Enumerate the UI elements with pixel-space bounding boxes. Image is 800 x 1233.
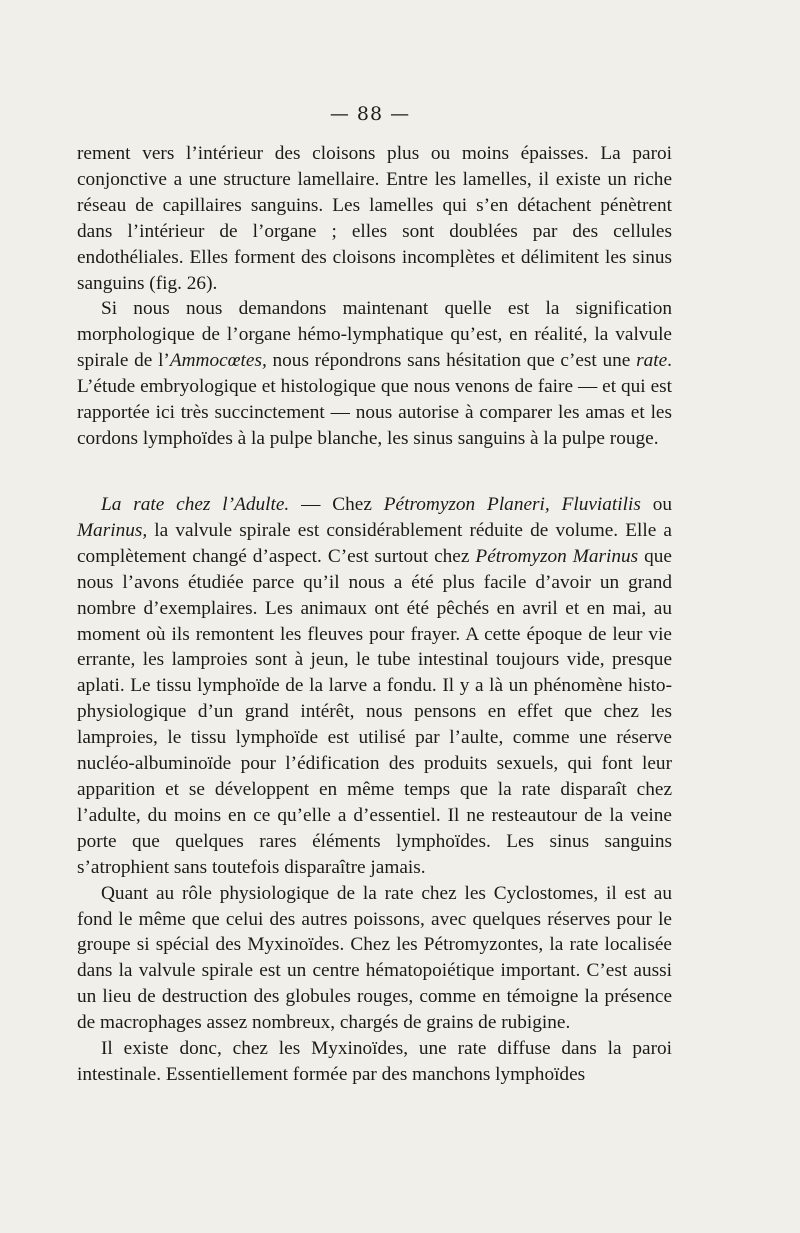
section-title: La rate chez l’Adulte. xyxy=(101,494,290,515)
species-marinus: Marinus, xyxy=(77,519,148,541)
text-block-top xyxy=(77,141,672,452)
paragraph-3-text-b: que nous l’avons étudiée parce qu’il nous a été plus facile d’avoir un grand nombre d’exemplaires. Les animaux ont été pêchés en avril et en mai, au moment où ils remontent les fleuves pour frayer. A cette époque de leur vie errante, les lamproies sont à jeun, le tube intestinal toujours vide, presque aplati. Le tissu lymphoïde de la larve a fondu. Il y a là un phénomène histo-physiologique d’un grand intérêt, nous pensons en effet que chez les lamproies, le tissu lymphoïde est utilisé par l’aulte, comme une réserve nucléo-albuminoïde pour l’édification des produits sexuels, qui font leur apparition et se développent en même temps que la rate disparaît chez l’adulte, du moins en ce qu’elle a d’essentiel. Il ne resteautour de la veine porte que quelques rares éléments lymphoïdes. Les sinus sanguins s’atrophient sans toutefois disparaître jamais. xyxy=(77,545,672,878)
paragraph-3 xyxy=(77,492,672,881)
ammocoetes-term: Ammocœtes, xyxy=(169,350,267,372)
paragraph-2-text-b: nous répondrons sans hésitation que c’est une xyxy=(266,350,637,372)
rate-term: rate xyxy=(636,350,668,372)
paragraph-2-text-a: Si nous nous demandons maintenant quelle est la signification morphologique de l’organe hémo-lymphatique qu’est, en réalité, la valvule spirale de l’ xyxy=(77,298,672,372)
paragraph-3-ou: ou xyxy=(640,494,673,515)
text-block-bottom xyxy=(77,492,672,1088)
species-names: Pétromyzon Planeri, Fluviatilis xyxy=(383,494,641,515)
paragraph-3-dash: — Chez xyxy=(289,494,384,515)
paragraph-3-text-a: la valvule spirale est considérablement réduite de volume. Elle a complètement changé d’aspect. C’est surtout chez xyxy=(77,519,672,567)
page-number: — 88 — xyxy=(329,103,411,125)
paragraph-2-text-c: . L’étude embryologique et histologique que nous venons de faire — et qui est rapportée ici très succinctement — nous autorise à comparer les amas et les cordons lymphoïdes à la pulpe blanche, les sinus sanguins à la pulpe rouge. xyxy=(77,350,672,449)
paragraph-2 xyxy=(77,296,672,451)
paragraph-4: Quant au rôle physiologique de la rate chez les Cyclostomes, il est au fond le même que celui des autres poissons, avec quelques réserves pour le groupe si spécial des Myxinoïdes. Chez les Pétromyzontes, la rate localisée dans la valvule spirale est un centre hématopoiétique important. C’est aussi un lieu de destruction des globules rouges, comme en témoigne la présence de macrophages assez nombreux, chargés de grains de rubigine. xyxy=(77,882,672,1034)
paragraph-1: rement vers l’intérieur des cloisons plus ou moins épaisses. La paroi conjonctive a une structure lamellaire. Entre les lamelles, il existe un riche réseau de capillaires sanguins. Les lamelles qui s’en détachent pénètrent dans l’intérieur de l’organe ; elles sont doublées par des cellules endothéliales. Elles forment des cloisons incomplètes et délimitent les sinus sanguins (fig. 26). xyxy=(77,143,672,294)
paragraph-5: Il existe donc, chez les Myxinoïdes, une rate diffuse dans la paroi intestinale. Essentiellement formée par des manchons lymphoïdes xyxy=(77,1038,672,1085)
species-petromyzon-marinus: Pétromyzon Marinus xyxy=(475,545,639,567)
